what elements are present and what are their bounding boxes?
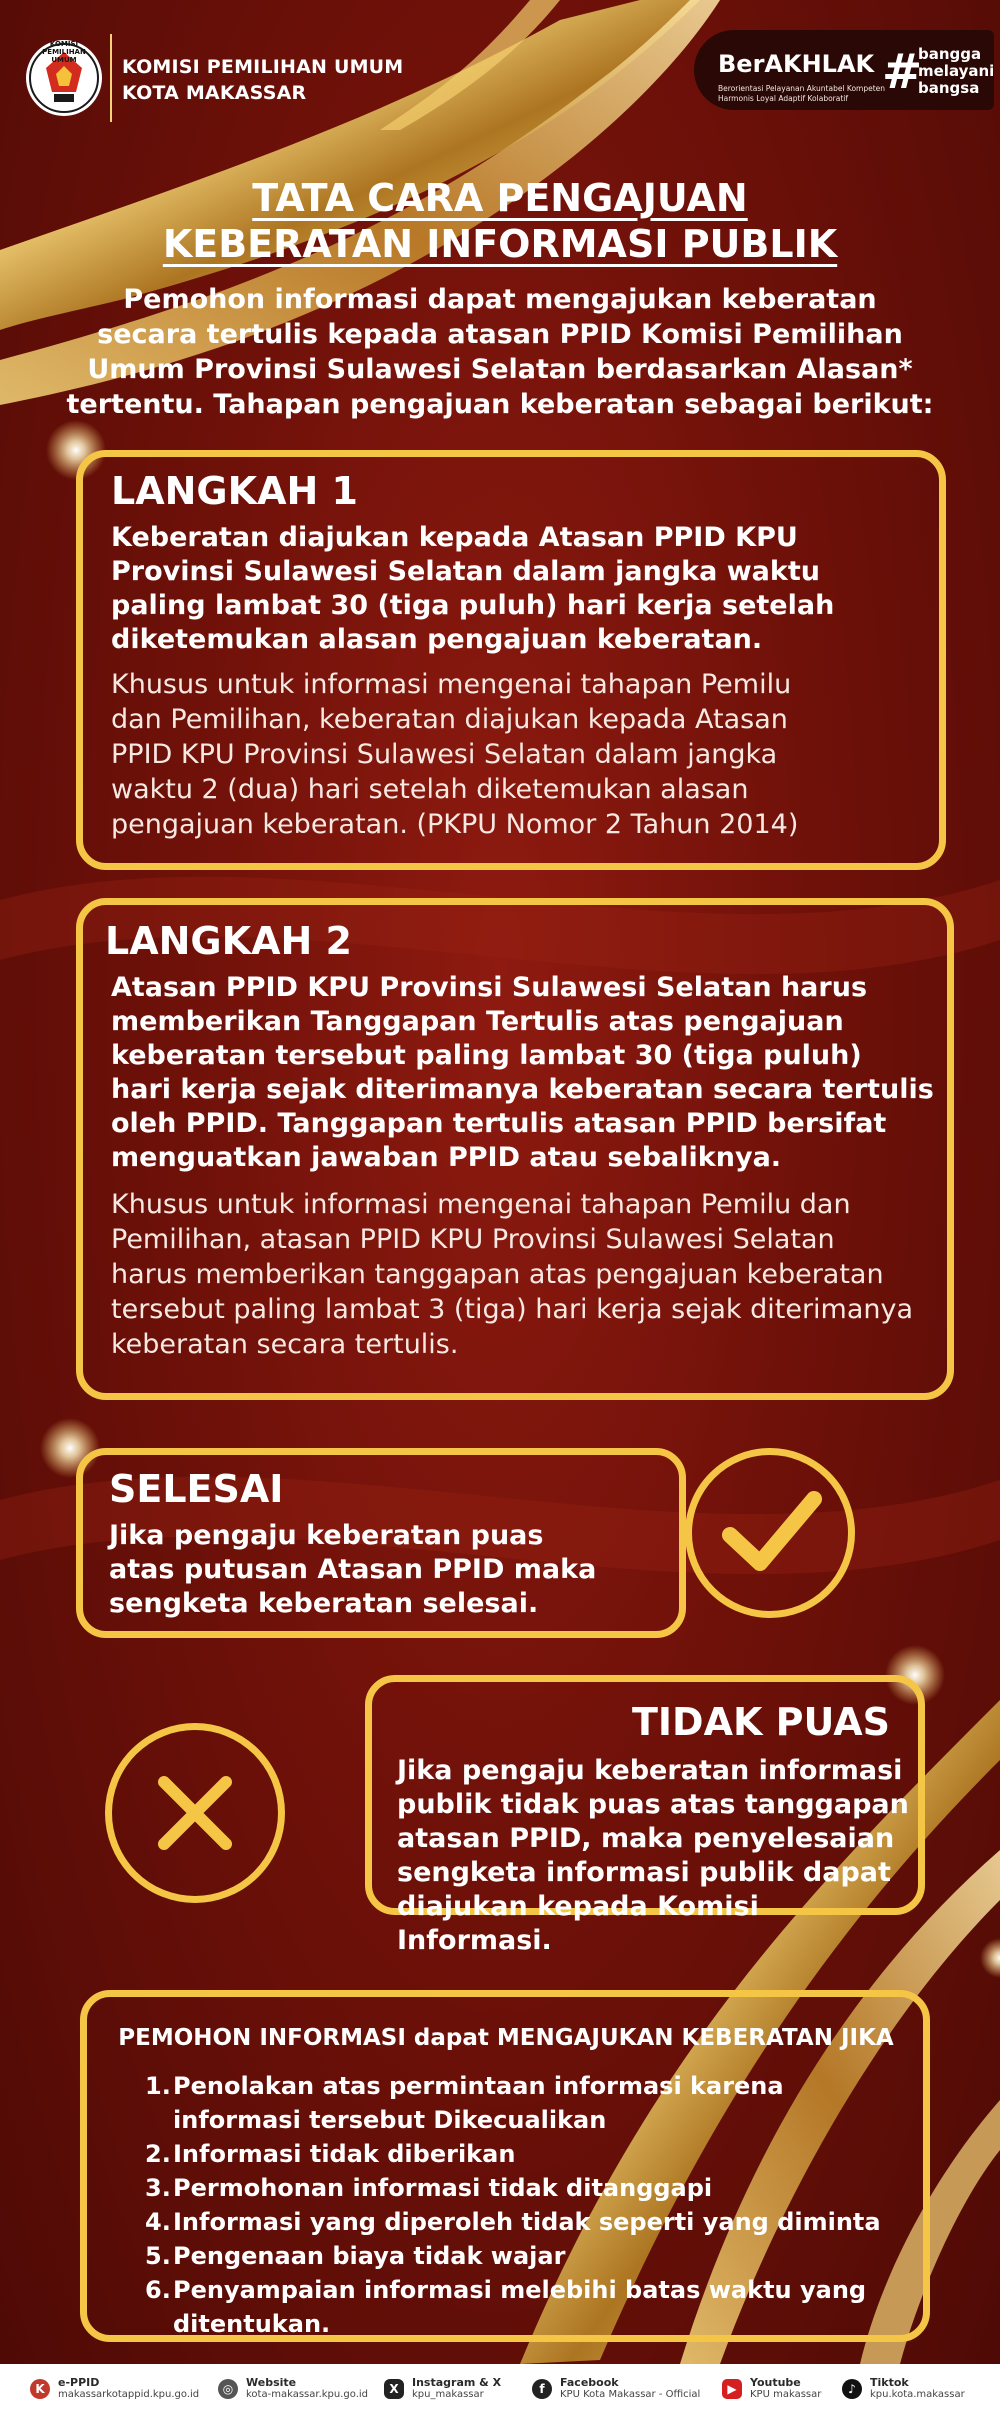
- tidak-puas-line: publik tidak puas atas tanggapan: [397, 1789, 909, 1820]
- list-text: Penyampaian informasi melebihi batas waktu yang: [173, 2276, 867, 2304]
- tidak-puas-line: Jika pengaju keberatan informasi: [397, 1755, 903, 1786]
- footer-label: Website: [246, 2376, 297, 2389]
- kpu-logo-icon: K: [30, 2379, 50, 2399]
- globe-icon: ◎: [218, 2379, 238, 2399]
- step2-card: [76, 898, 954, 1400]
- list-text: Penolakan atas permintaan informasi karena: [173, 2072, 784, 2100]
- footer-label: Tiktok: [870, 2376, 909, 2389]
- list-text: Pengenaan biaya tidak wajar: [173, 2242, 566, 2270]
- page-title-line1: TATA CARA PENGAJUAN: [252, 176, 748, 220]
- intro-line4: tertentu. Tahapan pengajuan keberatan sebagai berikut:: [66, 389, 934, 420]
- list-number: 4.: [145, 2208, 171, 2236]
- org-name-line1: KOMISI PEMILIHAN UMUM: [122, 56, 404, 78]
- footer-label: e-PPID: [58, 2376, 100, 2389]
- step1-note-line: PPID KPU Provinsi Sulawesi Selatan dalam jangka: [111, 739, 778, 770]
- org-name: [122, 54, 403, 106]
- list-number: 5.: [145, 2242, 171, 2270]
- youtube-icon: ▶: [722, 2379, 742, 2399]
- cross-icon: [105, 1723, 285, 1903]
- bangga-melayani-bangsa: [918, 46, 994, 97]
- tiktok-icon: ♪: [842, 2379, 862, 2399]
- instagram-x-icon: X: [384, 2379, 404, 2399]
- reasons-list: [145, 2069, 905, 2341]
- footer-value: kpu.kota.makassar: [870, 2389, 965, 2400]
- tagline-line1: bangga: [918, 45, 982, 63]
- step1-bold-line: diketemukan alasan pengajuan keberatan.: [111, 624, 763, 655]
- footer-instagram-x[interactable]: [384, 2376, 501, 2401]
- selesai-line: atas putusan Atasan PPID maka: [109, 1554, 597, 1585]
- step2-title: LANGKAH 2: [105, 919, 352, 963]
- footer-website[interactable]: [218, 2376, 368, 2401]
- list-item: [145, 2137, 905, 2171]
- reasons-card: [80, 1990, 930, 2342]
- selesai-title: SELESAI: [109, 1467, 284, 1511]
- step2-note-line: harus memberikan tanggapan atas pengajuan keberatan: [111, 1259, 884, 1290]
- step1-note-line: pengajuan keberatan. (PKPU Nomor 2 Tahun 2014): [111, 809, 799, 840]
- tidak-puas-title: TIDAK PUAS: [631, 1700, 890, 1744]
- list-item: [145, 2069, 905, 2137]
- intro-line3: Umum Provinsi Sulawesi Selatan berdasarkan Alasan*: [87, 354, 913, 385]
- step2-note-line: tersebut paling lambat 3 (tiga) hari kerja sejak diterimanya: [111, 1294, 914, 1325]
- intro-line1: Pemohon informasi dapat mengajukan keberatan: [123, 284, 877, 315]
- footer-youtube[interactable]: [722, 2376, 821, 2401]
- step2-bold-line: Atasan PPID KPU Provinsi Sulawesi Selatan harus: [111, 972, 868, 1003]
- tagline-line2: melayani: [918, 62, 995, 80]
- kpu-logo-text: KOMISI PEMILIHAN UMUM: [42, 40, 86, 64]
- footer-label: Youtube: [750, 2376, 801, 2389]
- footer-eppid[interactable]: [30, 2376, 199, 2401]
- step1-card: [76, 450, 946, 870]
- footer-value: KPU makassar: [750, 2389, 822, 2400]
- org-name-line2: KOTA MAKASSAR: [122, 82, 307, 104]
- step2-bold-line: hari kerja sejak diterimanya keberatan secara tertulis: [111, 1074, 934, 1105]
- tidak-puas-line: atasan PPID, maka penyelesaian: [397, 1823, 895, 1854]
- selesai-text: [109, 1519, 689, 1621]
- tidak-puas-line: sengketa informasi publik dapat: [397, 1857, 891, 1888]
- step2-note-text: [111, 1187, 956, 1362]
- selesai-line: sengketa keberatan selesai.: [109, 1588, 539, 1619]
- footer-value: kota-makassar.kpu.go.id: [246, 2389, 368, 2400]
- facebook-icon: f: [532, 2379, 552, 2399]
- list-item: [145, 2273, 905, 2341]
- selesai-card: [76, 1448, 686, 1638]
- list-text: ditentukan.: [173, 2310, 331, 2338]
- footer-label: Facebook: [560, 2376, 619, 2389]
- footer-bar: [0, 2364, 1000, 2417]
- berakhlak-title: BerAKHLAK: [718, 50, 875, 78]
- footer-value: KPU Kota Makassar - Official: [560, 2389, 701, 2400]
- step2-bold-line: oleh PPID. Tanggapan tertulis atasan PPID bersifat: [111, 1108, 887, 1139]
- reasons-title: PEMOHON INFORMASI dapat MENGAJUKAN KEBERATAN JIKA: [118, 2025, 894, 2051]
- list-text: Informasi yang diperoleh tidak seperti yang diminta: [173, 2208, 881, 2236]
- header-divider: [110, 34, 112, 122]
- tidak-puas-line: diajukan kepada Komisi Informasi.: [397, 1891, 759, 1956]
- berakhlak-subtitle: Berorientasi Pelayanan Akuntabel Kompeten Harmonis Loyal Adaptif Kolaboratif: [718, 84, 886, 103]
- step2-bold-line: memberikan Tanggapan Tertulis atas pengajuan: [111, 1006, 844, 1037]
- tidak-puas-card: [365, 1675, 925, 1956]
- step2-note-line: keberatan secara tertulis.: [111, 1329, 459, 1360]
- step2-bold-line: menguatkan jawaban PPID atau sebaliknya.: [111, 1142, 782, 1173]
- footer-facebook[interactable]: [532, 2376, 700, 2401]
- step2-bold-line: keberatan tersebut paling lambat 30 (tiga puluh): [111, 1040, 862, 1071]
- list-number: 6.: [145, 2276, 171, 2304]
- list-item: [145, 2171, 905, 2205]
- list-item: [145, 2239, 905, 2273]
- tidak-puas-text: [397, 1754, 917, 1958]
- list-number: 2.: [145, 2140, 171, 2168]
- step1-note-line: Khusus untuk informasi mengenai tahapan Pemilu: [111, 669, 792, 700]
- kpu-logo: [24, 30, 104, 130]
- footer-value: makassarkotappid.kpu.go.id: [58, 2389, 200, 2400]
- list-text: Permohonan informasi tidak ditanggapi: [173, 2174, 713, 2202]
- list-text: Informasi tidak diberikan: [173, 2140, 516, 2168]
- step1-note-text: [111, 667, 931, 842]
- page-title-line2: KEBERATAN INFORMASI PUBLIK: [162, 222, 838, 266]
- step2-note-line: Khusus untuk informasi mengenai tahapan Pemilu dan: [111, 1189, 851, 1220]
- selesai-line: Jika pengaju keberatan puas: [109, 1520, 544, 1551]
- berakhlak-badge: [694, 30, 994, 110]
- footer-label: Instagram & X: [412, 2376, 502, 2389]
- list-number: 1.: [145, 2072, 171, 2100]
- step1-note-line: dan Pemilihan, keberatan diajukan kepada Atasan: [111, 704, 788, 735]
- intro-paragraph: [60, 282, 940, 422]
- step1-bold-line: Provinsi Sulawesi Selatan dalam jangka waktu: [111, 556, 820, 587]
- list-item: [145, 2205, 905, 2239]
- step1-bold-line: paling lambat 30 (tiga puluh) hari kerja setelah: [111, 590, 835, 621]
- tagline-line3: bangsa: [918, 79, 980, 97]
- step1-bold-line: Keberatan diajukan kepada Atasan PPID KPU: [111, 522, 798, 553]
- step1-main-text: [111, 521, 931, 657]
- footer-tiktok[interactable]: [842, 2376, 965, 2401]
- list-number: 3.: [145, 2174, 171, 2202]
- step1-title: LANGKAH 1: [111, 469, 358, 513]
- hashtag-icon: #: [882, 44, 923, 100]
- intro-line2: secara tertulis kepada atasan PPID Komisi Pemilihan: [97, 319, 903, 350]
- checkmark-icon: [685, 1448, 855, 1618]
- step2-note-line: Pemilihan, atasan PPID KPU Provinsi Sulawesi Selatan: [111, 1224, 835, 1255]
- step1-note-line: waktu 2 (dua) hari setelah diketemukan alasan: [111, 774, 749, 805]
- list-text: informasi tersebut Dikecualikan: [173, 2106, 607, 2134]
- footer-value: kpu_makassar: [412, 2389, 484, 2400]
- step2-main-text: [111, 971, 951, 1175]
